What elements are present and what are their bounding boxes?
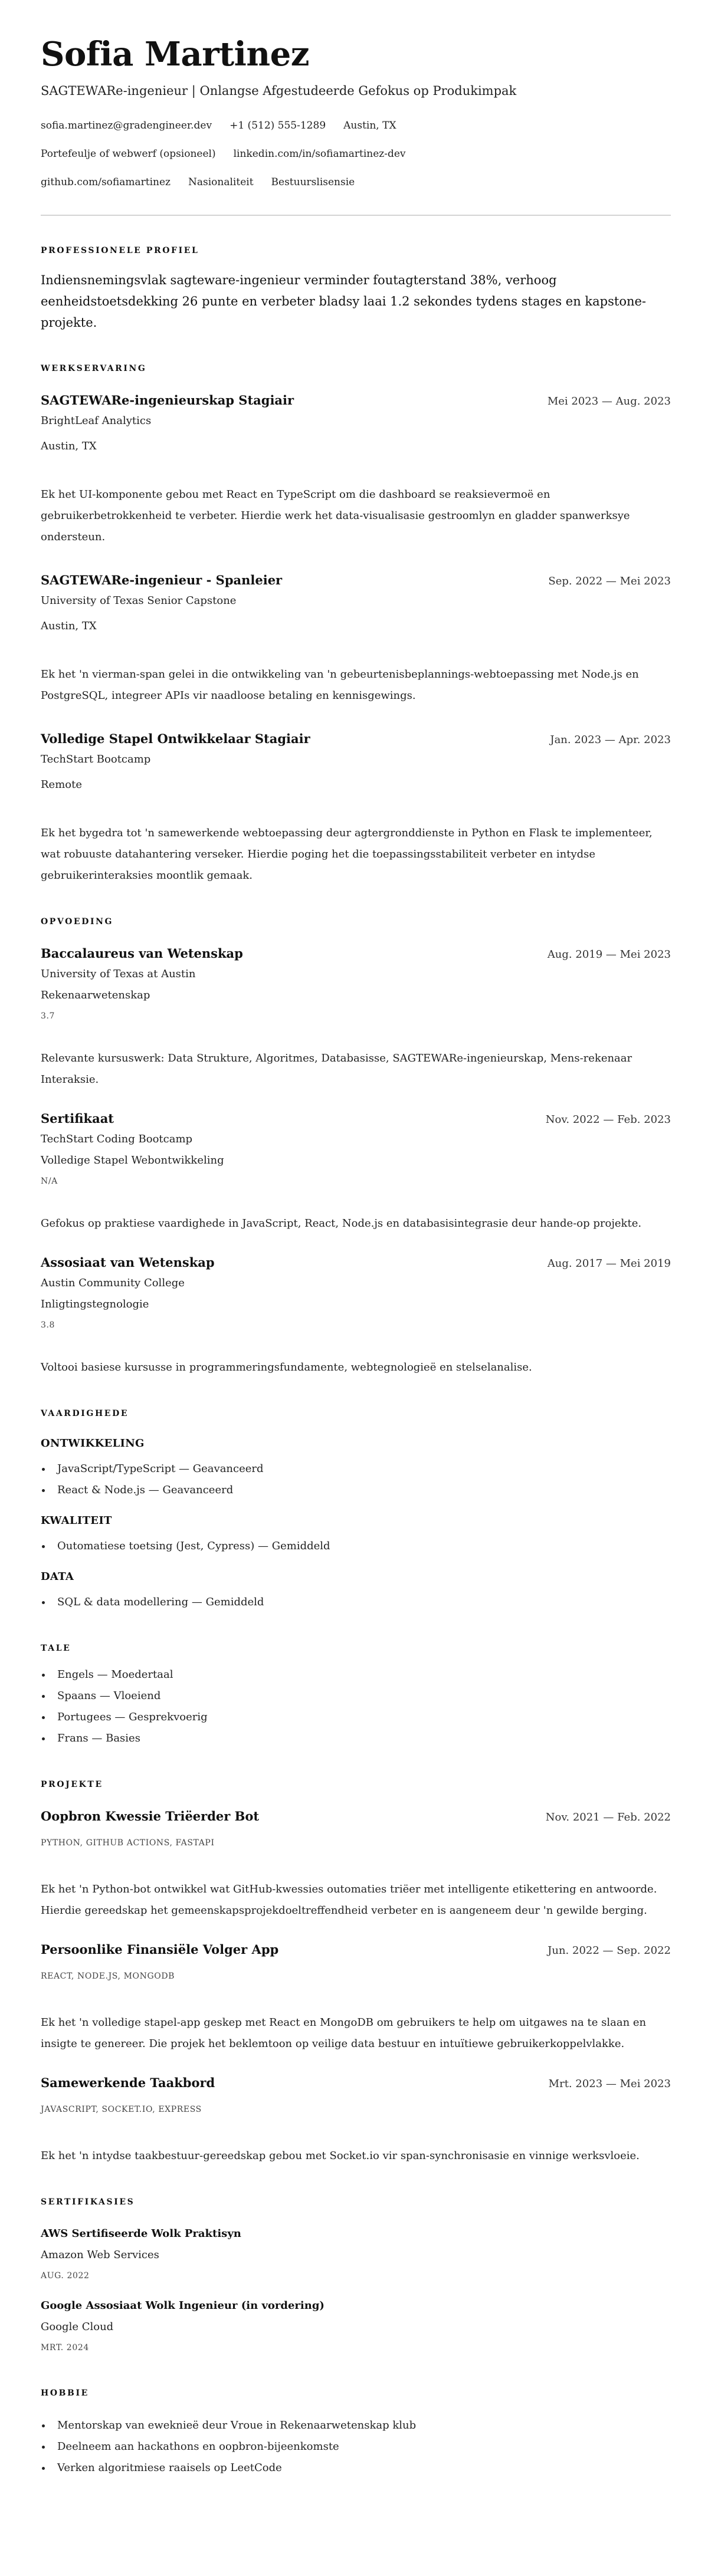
school-name: TechStart Coding Bootcamp (41, 1133, 193, 1145)
section-heading-education: OPVOEDING (41, 917, 114, 926)
job-location: Austin, TX (41, 620, 97, 632)
contact-info (41, 111, 671, 196)
candidate-name: Sofia Martinez (41, 35, 309, 74)
skill-item: Outomatiese toetsing (Jest, Cypress) — Gemiddeld (41, 1536, 671, 1557)
certification-entry (41, 2297, 671, 2358)
entry-dates: Nov. 2022 — Feb. 2023 (545, 1113, 671, 1126)
section-heading-hobbies: HOBBIE (41, 2388, 89, 2398)
certification-title: Google Assosiaat Wolk Ingenieur (in vordering) (41, 2299, 324, 2312)
contact-row (41, 168, 671, 196)
certification-title: AWS Sertifiseerde Wolk Praktisyn (41, 2227, 241, 2240)
experience-section (41, 363, 671, 886)
skill-group (41, 1512, 671, 1557)
project-description: Ek het 'n volledige stapel-app geskep met React en MongoDB om gebruikers te help om uitgawes na te slaan en insigte te genereer. Die projek het beklemtoon op veilige data bestuur en intuïtiewe gebruikerkoppelvlakke. (41, 2016, 647, 2050)
entry-dates: Aug. 2019 — Mei 2023 (547, 948, 671, 961)
job-location: Remote (41, 778, 82, 791)
header-divider (41, 215, 671, 216)
contact-row (41, 111, 671, 140)
job-description: Ek het bygedra tot 'n samewerkende webtoepassing deur agtergronddienste in Python en Flask te implementeer, wat robuuste datahantering verseker. Hierdie poging het die toepassingsstabiliteit verbeter en intydse gebruikerinteraksies moontlik gemaak. (41, 827, 653, 882)
gpa: 3.8 (41, 1320, 55, 1330)
hobby-item: Verken algoritmiese raaisels op LeetCode (41, 2457, 671, 2479)
job-entry (41, 571, 671, 707)
project-tech-stack: JAVASCRIPT, SOCKET.IO, EXPRESS (41, 2105, 202, 2114)
entry-dates: Sep. 2022 — Mei 2023 (548, 575, 671, 587)
skill-group-heading: ONTWIKKELING (41, 1437, 145, 1450)
project-title: Samewerkende Taakbord (41, 2075, 215, 2090)
project-entry (41, 2074, 671, 2167)
linkedin-link[interactable]: linkedin.com/in/sofiamartinez-dev (233, 148, 406, 160)
entry-header (41, 1110, 671, 1129)
skill-group (41, 1435, 671, 1501)
project-entry (41, 1808, 671, 1921)
skill-item: React & Node.js — Geavanceerd (41, 1480, 671, 1501)
company-name: BrightLeaf Analytics (41, 415, 152, 427)
entry-dates: Jun. 2022 — Sep. 2022 (548, 1944, 671, 1957)
entry-dates: Jan. 2023 — Apr. 2023 (550, 734, 671, 746)
github-link[interactable]: github.com/sofiamartinez (41, 176, 171, 188)
skill-item: SQL & data modellering — Gemiddeld (41, 1592, 671, 1613)
gpa: 3.7 (41, 1011, 55, 1021)
entry-dates: Mrt. 2023 — Mei 2023 (548, 2078, 671, 2090)
entry-header (41, 1808, 671, 1826)
project-tech-stack: REACT, NODE.JS, MONGODB (41, 1972, 175, 1981)
skill-list (41, 1458, 671, 1501)
education-description: Gefokus op praktiese vaardighede in JavaScript, React, Node.js en databasisintegrasie deur hande-op projekte. (41, 1217, 642, 1230)
resume-page (41, 0, 671, 2502)
project-description: Ek het 'n Python-bot ontwikkel wat GitHub-kwessies outomaties triëer met intelligente etikettering en antwoorde. Hierdie gereedskap het gemeenskapsprojekdoeltreffendheid verbeter en is aangeneem deur 'n gewilde berging. (41, 1883, 657, 1917)
location: Austin, TX (343, 120, 396, 132)
section-heading-skills: VAARDIGHEDE (41, 1409, 129, 1418)
hobbies-section (41, 2387, 671, 2479)
languages-section (41, 1642, 671, 1749)
projects-section (41, 1779, 671, 2167)
language-item: Frans — Basies (41, 1728, 671, 1749)
section-heading-certifications: SERTIFIKASIES (41, 2197, 135, 2207)
entry-header (41, 1941, 671, 1960)
language-item: Portugees — Gesprekvoerig (41, 1707, 671, 1728)
project-tech-stack: PYTHON, GITHUB ACTIONS, FASTAPI (41, 1838, 215, 1848)
certification-date: MRT. 2024 (41, 2343, 89, 2352)
education-description: Relevante kursuswerk: Data Strukture, Algoritmes, Databasisse, SAGTEWARe-ingenieurskap, Mens-rekenaar Interaksie. (41, 1052, 632, 1086)
job-entry (41, 392, 671, 548)
hobbies-list (41, 2415, 671, 2479)
language-item: Spaans — Vloeiend (41, 1685, 671, 1707)
job-description: Ek het UI-komponente gebou met React en TypeScript om die dashboard se reaksievermoë en gebruikerbetrokkenheid te verbeter. Hierdie werk het data-visualisasie gestroomlyn en gladder spanwerksye ondersteun. (41, 488, 630, 543)
school-name: University of Texas at Austin (41, 968, 196, 980)
degree-title: Baccalaureus van Wetenskap (41, 946, 243, 961)
certification-issuer: Amazon Web Services (41, 2249, 159, 2261)
entry-header (41, 2074, 671, 2093)
hobby-item: Mentorskap van eweknieë deur Vroue in Rekenaarwetenskap klub (41, 2415, 671, 2436)
language-item: Engels — Moedertaal (41, 1664, 671, 1685)
section-heading-projects: PROJEKTE (41, 1780, 103, 1789)
nationality: Nasionaliteit (188, 176, 254, 188)
project-title: Persoonlike Finansiële Volger App (41, 1942, 279, 1957)
education-section (41, 916, 671, 1378)
skill-group-heading: KWALITEIT (41, 1514, 112, 1527)
entry-header (41, 392, 671, 410)
skill-group (41, 1568, 671, 1613)
education-entry (41, 1254, 671, 1378)
drivers-license: Bestuurslisensie (271, 176, 355, 188)
project-entry (41, 1941, 671, 2055)
school-name: Austin Community College (41, 1277, 185, 1289)
job-title: SAGTEWARe-ingenieur - Spanleier (41, 573, 283, 587)
entry-header (41, 945, 671, 964)
entry-header (41, 730, 671, 749)
degree-title: Assosiaat van Wetenskap (41, 1255, 215, 1270)
skill-list (41, 1592, 671, 1613)
project-description: Ek het 'n intydse taakbestuur-gereedskap gebou met Socket.io vir span-synchronisasie en vinnige werksvloeie. (41, 2150, 640, 2162)
field-of-study: Inligtingstegnologie (41, 1298, 149, 1310)
entry-dates: Aug. 2017 — Mei 2019 (547, 1257, 671, 1270)
contact-row (41, 140, 671, 168)
degree-title: Sertifikaat (41, 1111, 114, 1126)
education-description: Voltooi basiese kursusse in programmeringsfundamente, webtegnologieë en stelselanalise. (41, 1361, 532, 1374)
field-of-study: Volledige Stapel Webontwikkeling (41, 1154, 224, 1167)
hobby-item: Deelneem aan hackathons en oopbron-bijeenkomste (41, 2436, 671, 2457)
email-link[interactable]: sofia.martinez@gradengineer.dev (41, 120, 212, 132)
portfolio-link[interactable]: Portefeulje of webwerf (opsioneel) (41, 148, 216, 160)
languages-list (41, 1664, 671, 1749)
skills-section (41, 1408, 671, 1613)
section-heading-profile: PROFESSIONELE PROFIEL (41, 246, 199, 255)
gpa: N/A (41, 1177, 58, 1186)
education-entry (41, 945, 671, 1090)
skill-item: JavaScript/TypeScript — Geavanceerd (41, 1458, 671, 1480)
field-of-study: Rekenaarwetenskap (41, 989, 150, 1001)
certifications-section (41, 2196, 671, 2358)
entry-header (41, 1254, 671, 1273)
education-entry (41, 1110, 671, 1234)
entry-dates: Mei 2023 — Aug. 2023 (547, 395, 671, 408)
headline: SAGTEWARe-ingenieur | Onlangse Afgestudeerde Gefokus op Produkimpak (41, 84, 517, 98)
certification-date: AUG. 2022 (41, 2271, 90, 2281)
section-heading-languages: TALE (41, 1644, 71, 1653)
entry-header (41, 571, 671, 590)
phone-number: +1 (512) 555-1289 (230, 120, 326, 132)
job-title: Volledige Stapel Ontwikkelaar Stagiair (41, 731, 310, 746)
project-title: Oopbron Kwessie Triëerder Bot (41, 1809, 260, 1823)
job-description: Ek het 'n vierman-span gelei in die ontwikkeling van 'n gebeurtenisbeplannings-webtoepassing met Node.js en PostgreSQL, integreer APIs vir naadloose betaling en kennisgewings. (41, 668, 639, 702)
entry-dates: Nov. 2021 — Feb. 2022 (545, 1811, 671, 1823)
certification-issuer: Google Cloud (41, 2321, 114, 2333)
skill-list (41, 1536, 671, 1557)
job-entry (41, 730, 671, 886)
job-title: SAGTEWARe-ingenieurskap Stagiair (41, 393, 294, 408)
section-heading-experience: WERKSERVARING (41, 364, 147, 373)
company-name: TechStart Bootcamp (41, 753, 151, 765)
certification-entry (41, 2225, 671, 2286)
company-name: University of Texas Senior Capstone (41, 594, 237, 607)
profile-summary: Indiensnemingsvlak sagteware-ingenieur verminder foutagterstand 38%, verhoog eenheidstoetsdekking 26 punte en verbeter bladsy laai 1.2 sekondes tydens stages en kapstone-projekte. (41, 273, 647, 330)
skill-group-heading: DATA (41, 1570, 74, 1583)
job-location: Austin, TX (41, 440, 97, 452)
